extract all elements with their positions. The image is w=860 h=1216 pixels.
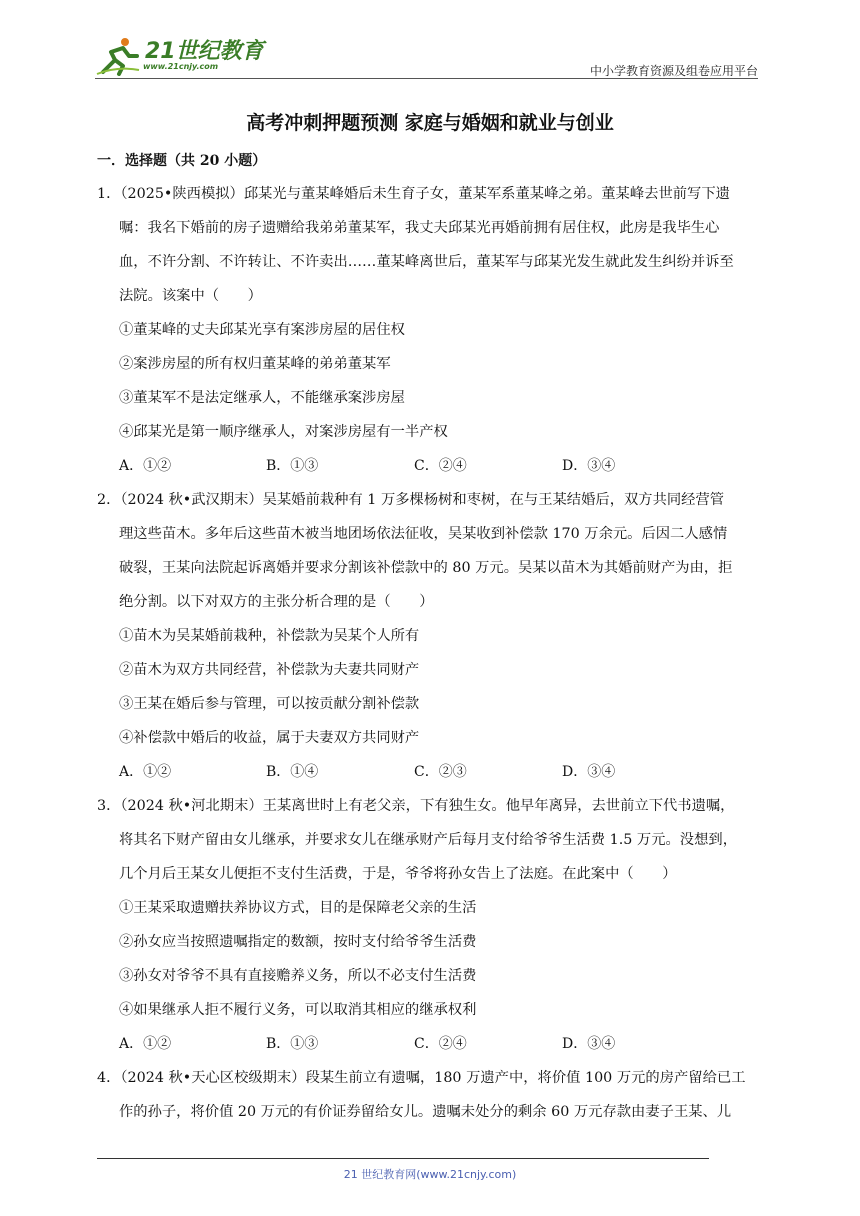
q1-line: 1．（2025•陕西模拟）邱某光与董某峰婚后未生育子女，董某军系董某峰之弟。董某峰去世前写下遗 bbox=[97, 186, 730, 202]
q3-option-d[interactable]: D．③④ bbox=[562, 1036, 616, 1052]
q2-statement: ①苗木为吴某婚前栽种，补偿款为吴某个人所有 bbox=[119, 628, 420, 644]
q3-statement: ①王某采取遗赠扶养协议方式，目的是保障老父亲的生活 bbox=[119, 900, 477, 916]
q3-line: 3．（2024 秋•河北期末）王某离世时上有老父亲，下有独生女。他早年离异，去世前立下代书遗嘱， bbox=[97, 798, 735, 814]
q3-statement: ③孙女对爷爷不具有直接赡养义务，所以不必支付生活费 bbox=[119, 968, 477, 984]
q4-line: 4．（2024 秋•天心区校级期末）段某生前立有遗嘱，180 万遗产中，将价值 100 万元的房产留给已工 bbox=[97, 1070, 746, 1086]
q3-line: 将其名下财产留由女儿继承，并要求女儿在继承财产后每月支付给爷爷生活费 1.5 万元。没想到， bbox=[119, 832, 737, 848]
footer-divider bbox=[97, 1158, 709, 1159]
q2-option-c[interactable]: C．②③ bbox=[414, 764, 467, 780]
q1-option-b[interactable]: B．①③ bbox=[266, 458, 319, 474]
q1-option-a[interactable]: A．①② bbox=[119, 458, 172, 474]
q3-option-c[interactable]: C．②④ bbox=[414, 1036, 467, 1052]
q2-line: 理这些苗木。多年后这些苗木被当地团场依法征收，吴某收到补偿款 170 万余元。后因二人感情 bbox=[119, 526, 728, 542]
header-platform-text: 中小学教育资源及组卷应用平台 bbox=[589, 64, 758, 78]
page-title: 高考冲刺押题预测 家庭与婚姻和就业与创业 bbox=[246, 112, 614, 134]
q2-option-d[interactable]: D．③④ bbox=[562, 764, 616, 780]
logo-text: 21世纪教育 bbox=[145, 39, 264, 64]
footer-link[interactable]: 21 世纪教育网(www.21cnjy.com) bbox=[343, 1168, 517, 1181]
q1-line: 血，不许分割、不许转让、不许卖出……董某峰离世后，董某军与邱某光发生就此发生纠纷并诉至 bbox=[119, 254, 734, 270]
q2-line: 2．（2024 秋•武汉期末）吴某婚前栽种有 1 万多棵杨树和枣树，在与王某结婚后，双方共同经营管 bbox=[97, 492, 725, 508]
q3-statement: ④如果继承人拒不履行义务，可以取消其相应的继承权利 bbox=[119, 1002, 477, 1018]
q3-option-a[interactable]: A．①② bbox=[119, 1036, 172, 1052]
q3-statement: ②孙女应当按照遗嘱指定的数额，按时支付给爷爷生活费 bbox=[119, 934, 477, 950]
q2-line: 破裂，王某向法院起诉离婚并要求分割该补偿款中的 80 万元。吴某以苗木为其婚前财产为由，拒 bbox=[119, 560, 733, 576]
q2-statement: ③王某在婚后参与管理，可以按贡献分割补偿款 bbox=[119, 696, 420, 712]
section-heading: 一．选择题（共 20 小题） bbox=[97, 153, 267, 169]
q1-statement: ②案涉房屋的所有权归董某峰的弟弟董某军 bbox=[119, 356, 391, 372]
logo bbox=[95, 34, 265, 80]
header-divider bbox=[95, 78, 758, 79]
q1-statement: ①董某峰的丈夫邱某光享有案涉房屋的居住权 bbox=[119, 322, 405, 338]
q1-line: 法院。该案中（ ） bbox=[119, 288, 262, 304]
q1-statement: ③董某军不是法定继承人，不能继承案涉房屋 bbox=[119, 390, 405, 406]
q1-statement: ④邱某光是第一顺序继承人，对案涉房屋有一半产权 bbox=[119, 424, 448, 440]
q1-option-d[interactable]: D．③④ bbox=[562, 458, 616, 474]
page-header bbox=[95, 34, 758, 80]
q4-line: 作的孙子，将价值 20 万元的有价证券留给女儿。遗嘱未处分的剩余 60 万元存款由妻子王某、儿 bbox=[119, 1104, 732, 1120]
runner-logo-icon bbox=[95, 36, 141, 76]
q2-statement: ②苗木为双方共同经营，补偿款为夫妻共同财产 bbox=[119, 662, 420, 678]
q2-statement: ④补偿款中婚后的收益，属于夫妻双方共同财产 bbox=[119, 730, 420, 746]
q3-option-b[interactable]: B．①③ bbox=[266, 1036, 319, 1052]
q2-option-b[interactable]: B．①④ bbox=[266, 764, 319, 780]
q2-line: 绝分割。以下对双方的主张分析合理的是（ ） bbox=[119, 594, 434, 610]
q2-option-a[interactable]: A．①② bbox=[119, 764, 172, 780]
q1-option-c[interactable]: C．②④ bbox=[414, 458, 467, 474]
q3-line: 几个月后王某女儿便拒不支付生活费，于是，爷爷将孙女告上了法庭。在此案中（ ） bbox=[119, 866, 677, 882]
logo-url: www.21cnjy.com bbox=[143, 62, 219, 71]
q1-line: 嘱：我名下婚前的房子遗赠给我弟弟董某军，我丈夫邱某光再婚前拥有居住权，此房是我毕生心 bbox=[119, 220, 720, 236]
